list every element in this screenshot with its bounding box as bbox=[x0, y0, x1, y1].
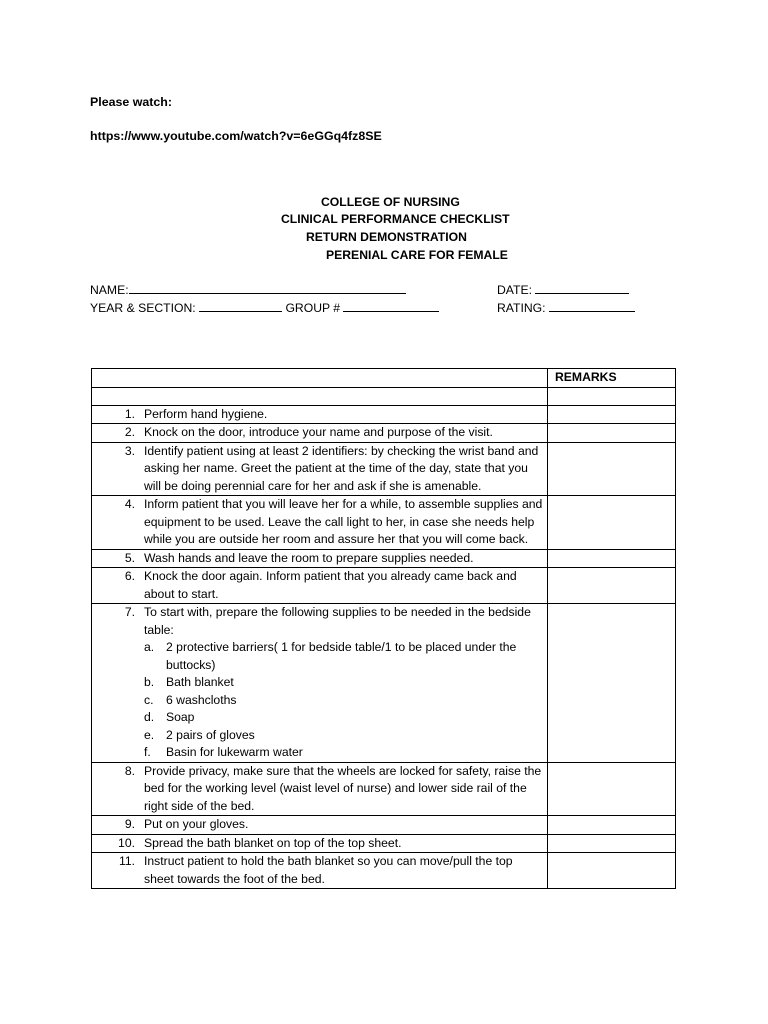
table-spacer-row bbox=[92, 387, 676, 405]
step-cell bbox=[92, 568, 548, 604]
table-row bbox=[92, 604, 676, 763]
table-row bbox=[92, 405, 676, 424]
step-text: Spread the bath blanket on top of the top sheet. bbox=[144, 835, 402, 850]
supply-item bbox=[144, 639, 543, 674]
step-number: 8. bbox=[124, 763, 135, 778]
remarks-spacer-cell[interactable] bbox=[548, 387, 676, 405]
supply-letter: c. bbox=[144, 692, 154, 707]
step-number: 11. bbox=[118, 854, 135, 868]
remarks-cell[interactable] bbox=[548, 762, 676, 816]
steps-spacer-cell bbox=[92, 387, 548, 405]
steps-header-cell bbox=[92, 369, 548, 388]
step-number: 6. bbox=[124, 569, 135, 583]
step-number: 3. bbox=[124, 443, 135, 458]
procedure-title: PERENIAL CARE FOR FEMALE bbox=[326, 248, 508, 262]
step-cell bbox=[92, 834, 548, 853]
rating-label: RATING: bbox=[497, 301, 546, 315]
table-row bbox=[92, 834, 676, 853]
supply-letter: a. bbox=[144, 640, 155, 654]
remarks-cell[interactable] bbox=[548, 834, 676, 853]
step-cell bbox=[92, 442, 548, 496]
table-row bbox=[92, 496, 676, 550]
supply-item bbox=[144, 727, 543, 745]
college-title: COLLEGE OF NURSING bbox=[321, 195, 460, 209]
date-label: DATE: bbox=[497, 283, 532, 297]
step-number: 1. bbox=[124, 406, 135, 421]
supply-letter: e. bbox=[144, 727, 155, 742]
group-label: GROUP # bbox=[285, 301, 341, 315]
checklist-title: CLINICAL PERFORMANCE CHECKLIST bbox=[281, 212, 510, 226]
table-row bbox=[92, 762, 676, 816]
date-field[interactable] bbox=[497, 282, 629, 297]
step-number: 5. bbox=[124, 550, 135, 565]
table-row bbox=[92, 568, 676, 604]
remarks-cell[interactable] bbox=[548, 816, 676, 835]
step-text: Put on your gloves. bbox=[144, 817, 249, 831]
supplies-list bbox=[144, 639, 543, 762]
step-cell bbox=[92, 853, 548, 889]
remarks-cell[interactable] bbox=[548, 549, 676, 568]
step-text: To start with, prepare the following supplies to be needed in the bedside table: bbox=[144, 605, 531, 637]
supply-item bbox=[144, 692, 543, 710]
remarks-cell[interactable] bbox=[548, 424, 676, 443]
supply-letter: d. bbox=[144, 710, 155, 724]
remarks-cell[interactable] bbox=[548, 604, 676, 763]
remarks-cell[interactable] bbox=[548, 442, 676, 496]
supply-text: Basin for lukewarm water bbox=[166, 745, 303, 759]
rating-blank[interactable] bbox=[549, 300, 635, 312]
step-text: Knock the door again. Inform patient that you already came back and about to start. bbox=[144, 569, 517, 601]
year-section-label: YEAR & SECTION: bbox=[90, 301, 196, 315]
name-label: NAME: bbox=[90, 283, 129, 297]
table-row bbox=[92, 442, 676, 496]
step-text: Provide privacy, make sure that the wheels are locked for safety, raise the bed for the working level (waist level of nurse) and lower side rail of the right side of the bed. bbox=[144, 763, 542, 813]
supply-letter: b. bbox=[144, 675, 155, 689]
step-number: 2. bbox=[124, 425, 135, 439]
table-row bbox=[92, 853, 676, 889]
step-number: 7. bbox=[124, 605, 135, 619]
table-row bbox=[92, 549, 676, 568]
supply-letter: f. bbox=[144, 745, 151, 759]
step-text: Knock on the door, introduce your name and purpose of the visit. bbox=[144, 425, 493, 439]
step-text: Perform hand hygiene. bbox=[144, 406, 268, 421]
date-blank[interactable] bbox=[535, 282, 629, 294]
remarks-header: REMARKS bbox=[548, 369, 676, 388]
supply-text: 6 washcloths bbox=[166, 692, 237, 707]
table-row bbox=[92, 816, 676, 835]
step-cell bbox=[92, 816, 548, 835]
year-section-blank[interactable] bbox=[199, 300, 282, 312]
remarks-cell[interactable] bbox=[548, 496, 676, 550]
step-number: 10. bbox=[118, 835, 135, 850]
demonstration-title: RETURN DEMONSTRATION bbox=[306, 230, 467, 244]
supply-text: Bath blanket bbox=[166, 675, 234, 689]
step-number: 4. bbox=[124, 497, 135, 511]
table-row bbox=[92, 424, 676, 443]
step-text: Instruct patient to hold the bath blanket so you can move/pull the top sheet towards the foot of the bed. bbox=[144, 854, 513, 886]
rating-field[interactable] bbox=[497, 300, 635, 315]
supply-item bbox=[144, 709, 543, 727]
step-cell bbox=[92, 496, 548, 550]
video-link[interactable]: https://www.youtube.com/watch?v=6eGGq4fz8SE bbox=[90, 129, 382, 143]
remarks-cell[interactable] bbox=[548, 853, 676, 889]
name-blank[interactable] bbox=[129, 282, 406, 294]
step-text: Identify patient using at least 2 identifiers: by checking the wrist band and asking her name. Greet the patient at the time of the day, state that you will be doing perennial care for her and ask if she is amenable. bbox=[144, 443, 539, 493]
step-text: Inform patient that you will leave her for a while, to assemble supplies and equipment to be used. Leave the call light to her, in case she needs help while you are outside her room and assure her that you will come back. bbox=[144, 497, 543, 546]
remarks-cell[interactable] bbox=[548, 405, 676, 424]
step-text: Wash hands and leave the room to prepare supplies needed. bbox=[144, 550, 474, 565]
table-header-row bbox=[92, 369, 676, 388]
step-cell bbox=[92, 549, 548, 568]
name-field[interactable] bbox=[90, 282, 406, 297]
step-cell bbox=[92, 604, 548, 763]
step-cell bbox=[92, 424, 548, 443]
step-number: 9. bbox=[124, 817, 135, 831]
step-cell bbox=[92, 405, 548, 424]
step-cell bbox=[92, 762, 548, 816]
checklist-table bbox=[91, 368, 676, 889]
supply-item bbox=[144, 744, 543, 762]
supply-text: Soap bbox=[166, 710, 195, 724]
please-watch-label: Please watch: bbox=[90, 95, 172, 109]
year-section-field[interactable] bbox=[90, 300, 439, 315]
supply-item bbox=[144, 674, 543, 692]
supply-text: 2 protective barriers( 1 for bedside table/1 to be placed under the buttocks) bbox=[166, 640, 517, 672]
group-blank[interactable] bbox=[343, 300, 439, 312]
remarks-cell[interactable] bbox=[548, 568, 676, 604]
supply-text: 2 pairs of gloves bbox=[166, 727, 255, 742]
